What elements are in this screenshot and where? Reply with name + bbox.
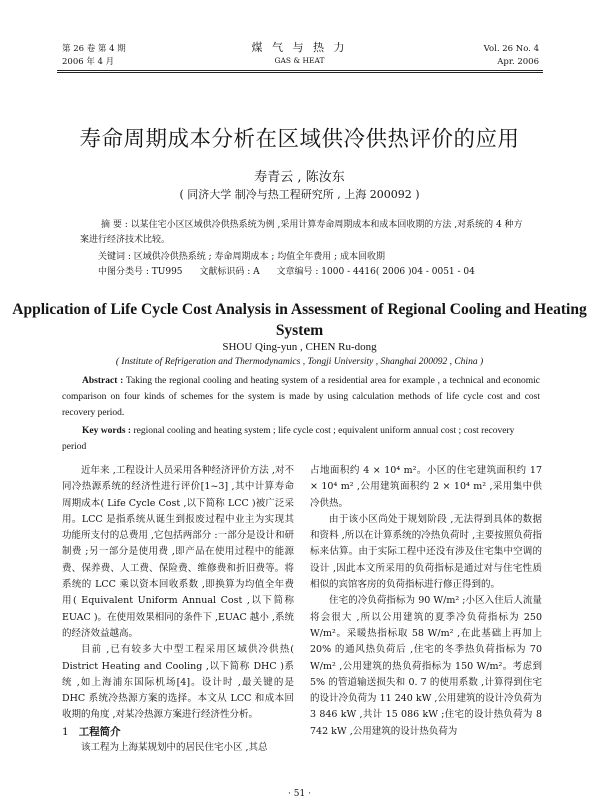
paper-title-en: Application of Life Cycle Cost Analysis in Assessment of Regional Cooling and Heating System [12,301,587,339]
classification-line [80,265,524,280]
authors-en: SHOU Qing-yun , CHEN Ru-dong [222,341,377,353]
header-right [484,43,539,69]
authors-cn: 寿青云 , 陈汝东 [254,170,345,185]
header-date: 2006 年 4 月 [62,57,115,67]
page-number: · 51 · [288,789,311,799]
abstract-en [62,373,540,421]
body-paragraph: 近年来 ,工程设计人员采用各种经济评价方法 ,对不同冷热源系统的经济性进行评价[1~3] ,其中计算寿命周期成本( Life Cycle Cost ,以下简称 LCC )被广泛采用。LCC 是指系统从诞生到报废过程中业主为实现其功能所支付的总费用 ,它包括两部分 :一部分是设计和研制费 ;另一部分是使用费 ,即产品在使用过程中的能源费、保养费、人工费、保险费、维修费和折旧费等。将系统的 LCC 乘以资本回收系数 ,即换算为均值全年费用( Equivalent Uniform Annual Cost ,以下简称 EUAC )。在使用效果相同的条件下 ,EUAC 越小 ,系统的经济效益越高。 [62,465,294,639]
abstract-cn-label: 摘 要 : [101,220,128,230]
header-volume-en: Vol. 26 No. 4 [483,44,539,54]
document-code: 文献标识码 : A [199,267,260,277]
paper-title-cn: 寿命周期成本分析在区域供冷供热评价的应用 [79,127,520,152]
header-date-en: Apr. 2006 [497,57,539,67]
keywords-cn-label: 关键词 : [98,252,131,262]
abstract-en-text: Taking the regional cooling and heating system of a residential area for example , a technical and economic comparison on four kinds of schemes for the system is made by using calculation methods of life cycle cost and cost recovery period. [62,376,540,418]
body-column-left [62,463,294,756]
body-paragraph: 由于该小区尚处于规划阶段 ,无法得到具体的数据和资料 ,所以在计算系统的冷热负荷时 ,主要按照负荷指标来估算。由于实际工程中还没有涉及住宅集中空调的设计 ,因此本文所采用的负荷指标是通过对与住宅性质相似的宾馆客房的负荷指标进行修正得到的。 [310,513,542,591]
section-title: 工程简介 [78,725,121,738]
journal-name-cn: 煤 气 与 热 力 [251,41,348,54]
body-paragraph: 目前 ,已有较多大中型工程采用区域供冷供热( District Heating and Cooling ,以下简称 DHC )系统 ,如上海浦东国际机场[4]。设计时 ,最关键的是 DHC 系统冷热源方案的选择。本文从 LCC 和成本回收期的角度 ,对某冷热源方案进行经济性分析。 [62,644,294,721]
keywords-en-text: regional cooling and heating system ; life cycle cost ; equivalent uniform annual cost ; cost recovery period [62,426,515,452]
abstract-en-label: Abstract : [82,376,124,386]
header-rule-top [57,70,543,71]
abstract-cn [80,218,524,248]
keywords-cn-text: 区域供冷供热系统 ; 寿命周期成本 ; 均值全年费用 ; 成本回收期 [133,252,386,262]
keywords-en-label: Key words : [82,426,132,436]
body-paragraph: 该工程为上海某规划中的居民住宅小区 ,其总 [81,741,268,753]
journal-name-en: GAS & HEAT [274,56,325,65]
affiliation-cn: ( 同济大学 制冷与热工程研究所 , 上海 200092 ) [179,188,420,201]
clc-number: 中图分类号 : TU995 [98,267,183,277]
keywords-cn [80,250,524,265]
header-volume: 第 26 卷 第 4 期 [62,44,126,54]
article-number: 文章编号 : 1000 - 4416( 2006 )04 - 0051 - 04 [276,267,475,277]
body-column-right [310,463,542,740]
body-paragraph: 住宅的冷负荷指标为 90 W/m² ;小区入住后人流量将会很大 ,所以公用建筑的夏季冷负荷指标为 250 W/m²。采暖热指标取 58 W/m² ,在此基础上再加上 20% 的通风热负荷后 ,住宅的冬季热负荷指标为 70 W/m² ,公用建筑的热负荷指标为 150 W/m²。考虑到 5% 的管道输送损失和 0. 7 的使用系数 ,计算得到住宅的设计冷负荷为 11 240 kW ,公用建筑的设计冷负荷为 3 846 kW ,共计 15 086 kW ;住宅的设计热负荷为 8 742 kW ,公用建筑的设计热负荷为 [310,595,542,737]
abstract-cn-text: 以某住宅小区区域供冷供热系统为例 ,采用计算寿命周期成本和成本回收期的方法 ,对系统的 4 种方案进行经济技术比较。 [80,220,523,245]
header-rule-bottom [57,72,543,73]
body-paragraph: 占地面积约 4 × 10⁴ m²。小区的住宅建筑面积约 17 × 10⁴ m² ,公用建筑面积约 2 × 10⁴ m² ,采用集中供冷供热。 [310,465,542,509]
keywords-en [62,423,540,455]
affiliation-en: ( Institute of Refrigeration and Thermodynamics , Tongji University , Shanghai 200092 , China ) [115,357,484,367]
section-heading [62,724,294,740]
section-number: 1 [62,725,69,738]
